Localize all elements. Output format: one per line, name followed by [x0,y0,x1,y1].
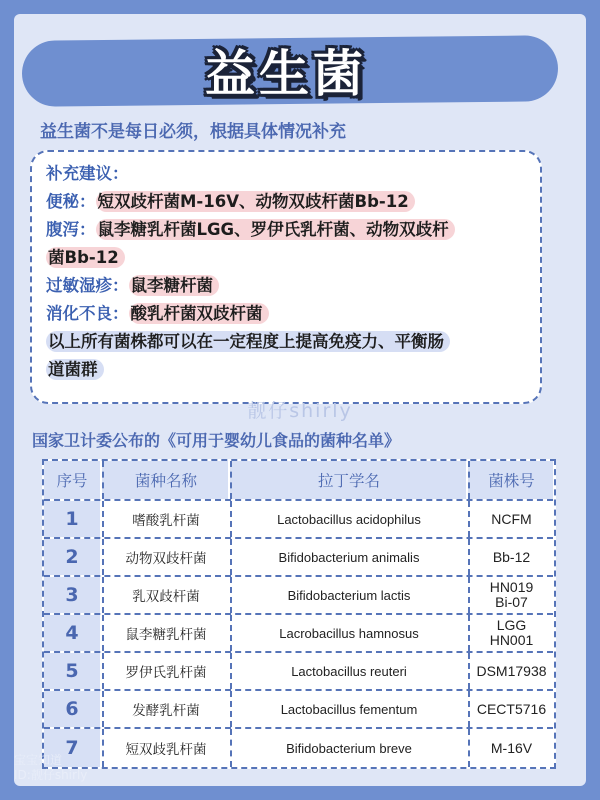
row-number: 3 [44,577,100,613]
row-latin: Bifidobacterium lactis [230,577,466,613]
table-row [44,691,553,729]
advice-summary: 以上所有菌株都可以在一定程度上提高免疫力、平衡肠 [46,328,530,356]
row-number: 2 [44,539,100,575]
row-name: 鼠李糖乳杆菌 [102,615,228,651]
row-name: 发酵乳杆菌 [102,691,228,727]
row-name: 短双歧乳杆菌 [102,729,228,767]
row-name: 罗伊氏乳杆菌 [102,653,228,689]
advice-item-constipation: 便秘： 短双歧杆菌M-16V、动物双歧杆菌Bb-12 [46,188,530,216]
row-strain: M-16V [468,729,553,767]
row-number: 7 [44,729,100,767]
page-title: 益生菌 [205,45,367,103]
table-row [44,577,553,615]
row-strain: NCFM [468,501,553,537]
row-number: 6 [44,691,100,727]
row-name: 动物双歧杆菌 [102,539,228,575]
row-strain: HN019 Bi-07 [468,577,553,613]
row-number: 1 [44,501,100,537]
row-latin: Bifidobacterium breve [230,729,466,767]
advice-box [30,150,542,404]
row-latin: Lacrobacillus hamnosus [230,615,466,651]
header-name: 菌种名称 [102,461,228,499]
author-id: ID:靓仔shirly [14,768,88,782]
row-strain: CECT5716 [468,691,553,727]
header-strain: 菌株号 [468,461,553,499]
table-row [44,615,553,653]
row-strain: LGG HN001 [468,615,553,651]
table-row [44,653,553,691]
table-title: 国家卫计委公布的《可用于婴幼儿食品的菌种名单》 [32,431,401,450]
row-name: 乳双歧杆菌 [102,577,228,613]
table-header-row [44,461,553,501]
advice-summary-cont: 道菌群 [46,356,530,384]
row-number: 5 [44,653,100,689]
row-latin: Lactobacillus reuteri [230,653,466,689]
subtitle: 益生菌不是每日必须，根据具体情况补充 [40,122,346,142]
advice-item-indigestion: 消化不良： 酸乳杆菌双歧杆菌 [46,300,530,328]
table-row [44,501,553,539]
row-latin: Lactobacillus acidophilus [230,501,466,537]
source-footer [14,753,87,783]
table-row [44,539,553,577]
row-latin: Lactobacillus fementum [230,691,466,727]
advice-heading: 补充建议： [46,164,129,183]
row-name: 嗜酸乳杆菌 [102,501,228,537]
row-strain: Bb-12 [468,539,553,575]
advice-item-diarrhea-cont: 菌Bb-12 [46,244,530,272]
row-latin: Bifidobacterium animalis [230,539,466,575]
header-latin: 拉丁学名 [230,461,466,499]
row-strain: DSM17938 [468,653,553,689]
table-row [44,729,553,767]
advice-item-eczema: 过敏湿疹： 鼠李糖杆菌 [46,272,530,300]
watermark: 靓仔shirly [247,400,353,422]
source-label: 宝宝知道 [14,753,63,767]
header-no: 序号 [44,461,100,499]
row-number: 4 [44,615,100,651]
advice-item-diarrhea: 腹泻： 鼠李糖乳杆菌LGG、罗伊氏乳杆菌、动物双歧杆 [46,216,530,244]
strain-table [42,459,556,769]
